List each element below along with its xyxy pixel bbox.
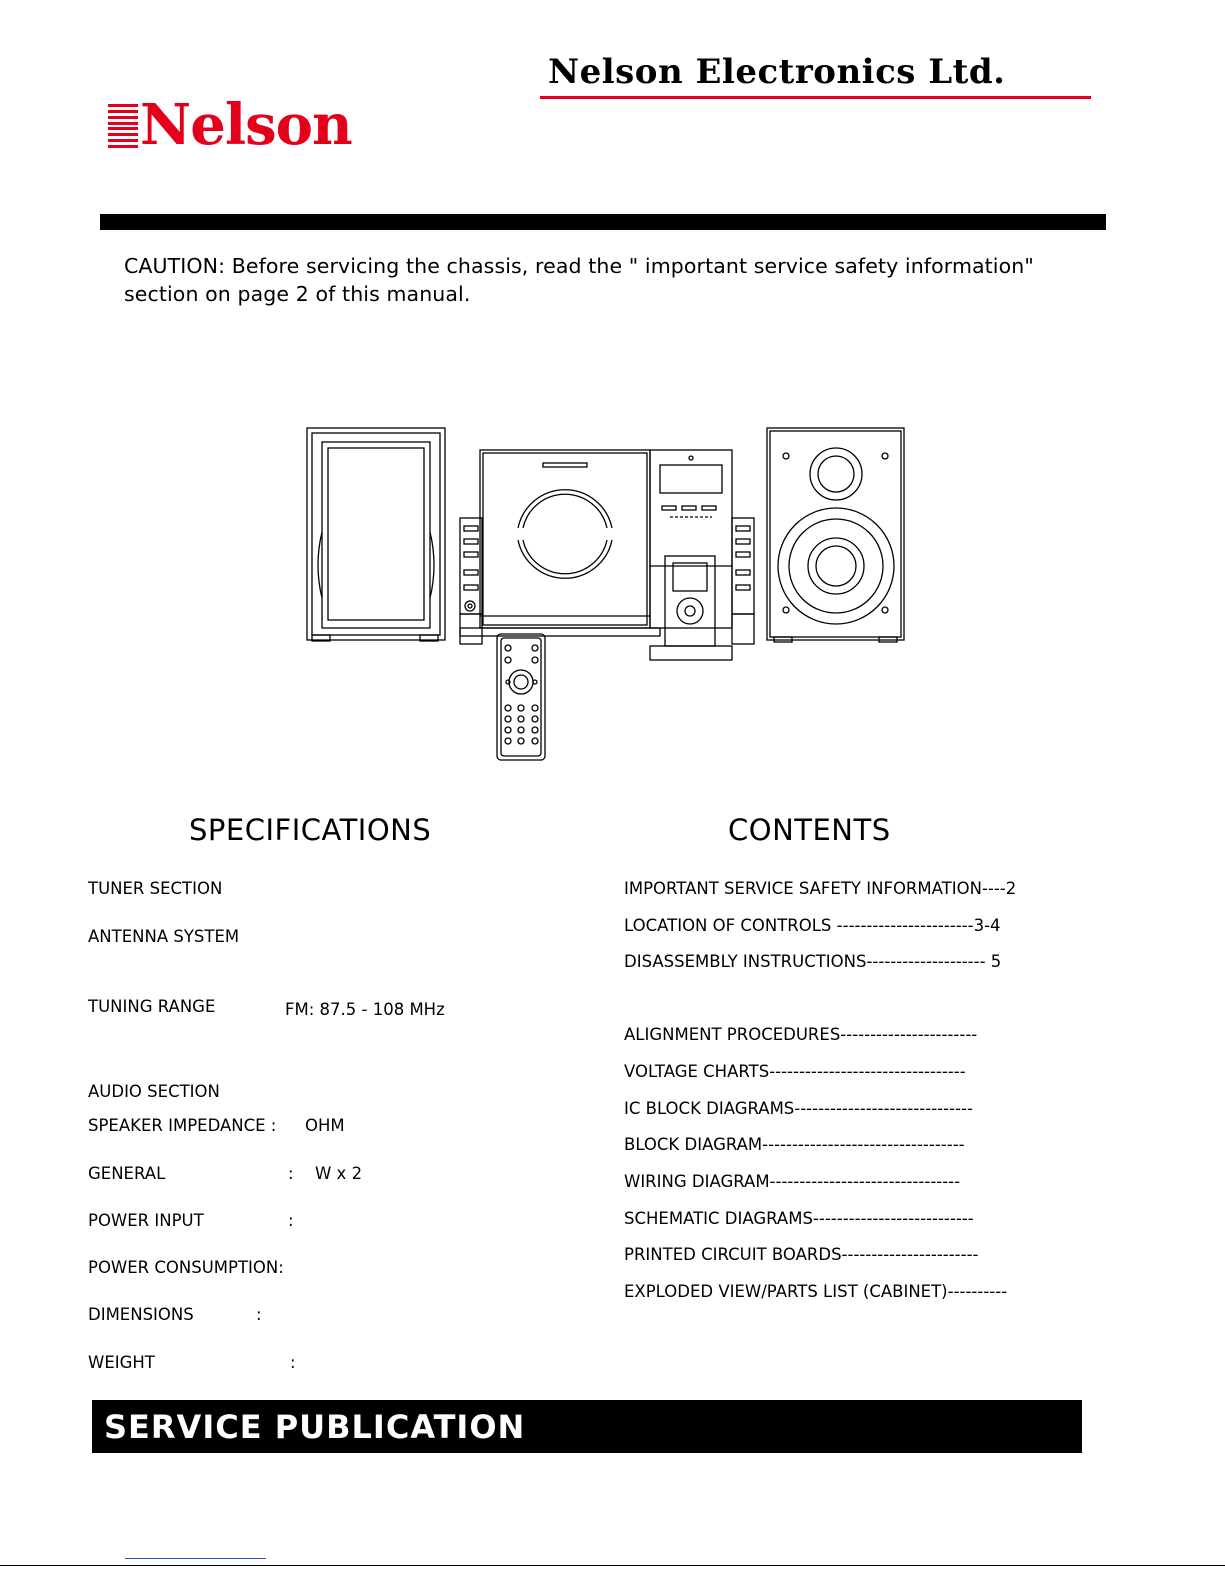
toc-item[interactable]: EXPLODED VIEW/PARTS LIST (CABINET)---------- bbox=[624, 1282, 1008, 1301]
caution-line-1: CAUTION: Before servicing the chassis, read the " important service safety information" bbox=[124, 254, 1034, 278]
specifications-title: SPECIFICATIONS bbox=[189, 813, 432, 847]
spec-value-tuning-range: FM: 87.5 - 108 MHz bbox=[285, 1000, 445, 1019]
product-illustration bbox=[300, 420, 920, 770]
link-underline[interactable] bbox=[125, 1558, 266, 1559]
spec-sep-power-input: : bbox=[288, 1211, 294, 1230]
logo-text: Nelson bbox=[140, 92, 352, 158]
left-side-panel bbox=[460, 518, 482, 644]
remote-control bbox=[497, 634, 545, 760]
spec-label-speaker-impedance: SPEAKER IMPEDANCE : bbox=[88, 1116, 277, 1135]
toc-item[interactable]: LOCATION OF CONTROLS -----------------------3-4 bbox=[624, 916, 1001, 935]
right-side-panel bbox=[732, 518, 754, 644]
toc-item[interactable]: WIRING DIAGRAM-------------------------------- bbox=[624, 1172, 961, 1191]
brand-logo bbox=[108, 92, 352, 158]
caution-notice bbox=[124, 252, 1084, 308]
spec-label-antenna-system: ANTENNA SYSTEM bbox=[88, 927, 240, 946]
header-red-rule bbox=[540, 96, 1091, 99]
toc-item[interactable]: DISASSEMBLY INSTRUCTIONS-------------------- 5 bbox=[624, 952, 1002, 971]
spec-value-general: W x 2 bbox=[315, 1164, 363, 1183]
toc-item[interactable]: ALIGNMENT PROCEDURES----------------------- bbox=[624, 1025, 978, 1044]
toc-item[interactable]: BLOCK DIAGRAM---------------------------------- bbox=[624, 1135, 965, 1154]
right-speaker bbox=[767, 428, 904, 642]
spec-label-dimensions: DIMENSIONS bbox=[88, 1305, 194, 1324]
spec-label-power-consumption: POWER CONSUMPTION: bbox=[88, 1258, 284, 1277]
display-dock-unit bbox=[650, 450, 732, 660]
contents-title: CONTENTS bbox=[728, 813, 891, 847]
logo-stripes-icon bbox=[108, 104, 138, 148]
spec-label-power-input: POWER INPUT bbox=[88, 1211, 204, 1230]
spec-sep-dimensions: : bbox=[256, 1305, 262, 1324]
spec-label-tuning-range: TUNING RANGE bbox=[88, 997, 216, 1016]
spec-sep-weight: : bbox=[290, 1353, 296, 1372]
spec-label-audio-section: AUDIO SECTION bbox=[88, 1082, 220, 1101]
toc-item[interactable]: SCHEMATIC DIAGRAMS--------------------------- bbox=[624, 1209, 974, 1228]
header-black-bar bbox=[100, 214, 1106, 230]
main-cd-unit bbox=[460, 450, 660, 636]
toc-item[interactable]: IC BLOCK DIAGRAMS------------------------------ bbox=[624, 1099, 973, 1118]
spec-sep-general: : bbox=[288, 1164, 294, 1183]
left-speaker bbox=[307, 428, 445, 641]
spec-label-weight: WEIGHT bbox=[88, 1353, 155, 1372]
spec-label-general: GENERAL bbox=[88, 1164, 166, 1183]
company-name: Nelson Electronics Ltd. bbox=[548, 52, 1006, 92]
bottom-divider bbox=[0, 1565, 1225, 1566]
toc-item[interactable]: VOLTAGE CHARTS--------------------------------- bbox=[624, 1062, 966, 1081]
toc-item[interactable]: PRINTED CIRCUIT BOARDS----------------------- bbox=[624, 1245, 979, 1264]
caution-line-2: section on page 2 of this manual. bbox=[124, 282, 471, 306]
toc-item[interactable]: IMPORTANT SERVICE SAFETY INFORMATION----2 bbox=[624, 879, 1017, 898]
spec-label-tuner-section: TUNER SECTION bbox=[88, 879, 223, 898]
spec-value-speaker-impedance: OHM bbox=[305, 1116, 345, 1135]
service-publication-banner bbox=[92, 1400, 1082, 1453]
service-publication-label: SERVICE PUBLICATION bbox=[104, 1407, 526, 1446]
